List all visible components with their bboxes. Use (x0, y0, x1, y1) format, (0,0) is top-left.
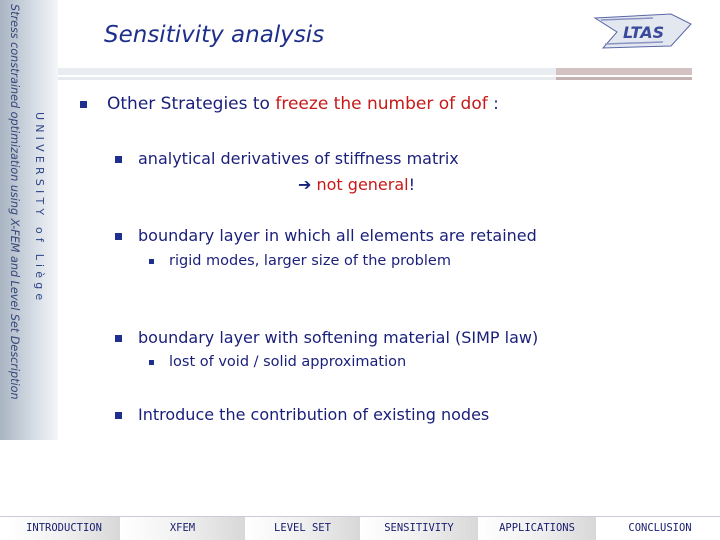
main-bullet-highlight: freeze the number of dof (275, 94, 488, 114)
main-bullet-suffix: : (487, 94, 499, 114)
header-rule (58, 68, 692, 75)
item-1-note-suffix: ! (408, 175, 416, 194)
main-bullet-text (107, 94, 499, 114)
course-title-vertical: Stress constrained optimization using X-FEM and Level Set Description (8, 4, 21, 400)
nav-conclusion[interactable]: CONCLUSION (628, 522, 692, 534)
nav-xfem[interactable]: XFEM (120, 517, 245, 540)
item-2-text: boundary layer in which all elements are retained (138, 226, 537, 245)
bullet-square-icon (115, 335, 122, 342)
sub-bullet-square-icon (149, 259, 154, 264)
bullet-square-icon (115, 156, 122, 163)
nav-applications[interactable]: APPLICATIONS (478, 517, 596, 540)
ltas-logo (593, 8, 693, 52)
university-name-vertical: UNIVERSITY of Liège (33, 112, 46, 305)
slide-title: Sensitivity analysis (104, 22, 325, 48)
item-1-note (298, 175, 415, 194)
main-bullet-prefix: Other Strategies to (107, 94, 276, 114)
arrow-right-icon: ➔ (298, 175, 312, 194)
item-1-text: analytical derivatives of stiffness matrix (138, 149, 459, 168)
item-1-note-highlight: not general (316, 175, 409, 194)
nav-introduction[interactable]: INTRODUCTION (8, 517, 120, 540)
sub-bullet-square-icon (149, 360, 154, 365)
logo-text: LTAS (623, 23, 665, 42)
item-2-sub: rigid modes, larger size of the problem (169, 253, 451, 269)
nav-sensitivity[interactable]: SENSITIVITY (360, 517, 478, 540)
nav-level-set[interactable]: LEVEL SET (245, 517, 360, 540)
item-3-sub: lost of void / solid approximation (169, 354, 407, 370)
bullet-square-icon (115, 233, 122, 240)
header-rule-thin (58, 77, 692, 80)
bullet-square-icon (80, 101, 87, 108)
item-3-text: boundary layer with softening material (SIMP law) (138, 328, 539, 347)
item-4-text: Introduce the contribution of existing nodes (138, 405, 490, 424)
bullet-square-icon (115, 412, 122, 419)
